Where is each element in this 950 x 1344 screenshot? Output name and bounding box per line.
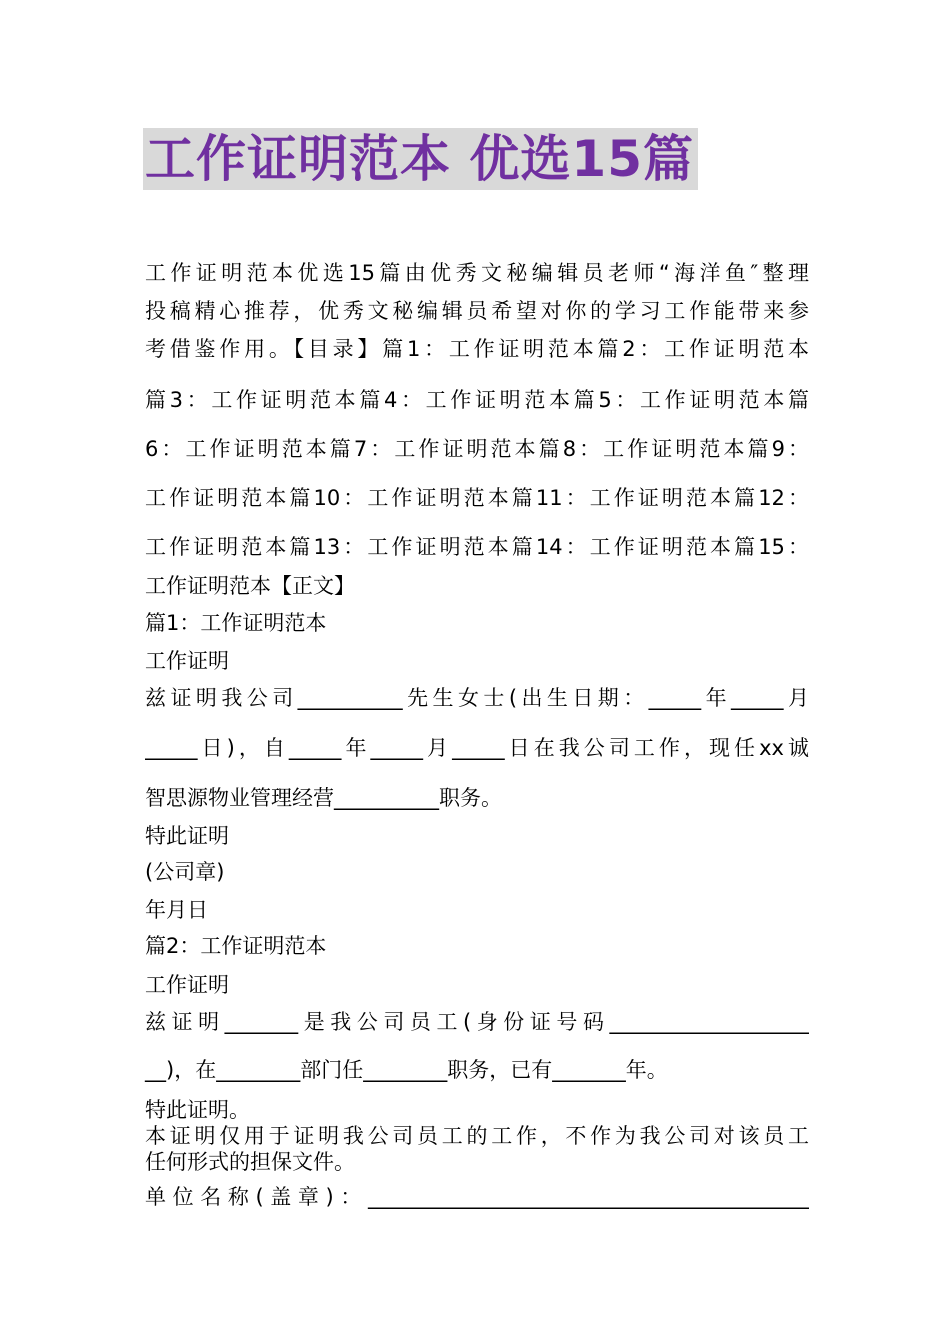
- intro-paragraph: [145, 254, 809, 368]
- article1-body-line: 智思源物业管理经营__________职务。: [145, 786, 502, 810]
- article2-heading: 篇2：工作证明范本: [145, 934, 327, 958]
- article2-note-line: 任何形式的担保文件。: [145, 1150, 355, 1174]
- article2-title: 工作证明: [145, 973, 229, 997]
- article1-heading: 篇1：工作证明范本: [145, 611, 327, 635]
- toc-line: 篇3：工作证明范本篇4：工作证明范本篇5：工作证明范本篇: [145, 388, 809, 412]
- article1-title: 工作证明: [145, 649, 229, 673]
- toc-line: 工作证明范本篇10：工作证明范本篇11：工作证明范本篇12：: [145, 486, 809, 510]
- article1-date: 年月日: [145, 898, 208, 922]
- toc-end: 工作证明范本【正文】: [145, 574, 355, 598]
- toc-line: 6：工作证明范本篇7：工作证明范本篇8：工作证明范本篇9：: [145, 437, 809, 461]
- intro-line: 投稿精心推荐，优秀文秘编辑员希望对你的学习工作能带来参: [145, 299, 809, 323]
- document-title: 工作证明范本 优选15篇: [143, 128, 698, 190]
- article1-body-line: 兹证明我公司__________先生女士(出生日期：_____年_____月: [145, 686, 809, 710]
- article1-body-line: _____日)，自_____年_____月_____日在我公司工作，现任xx诚: [145, 736, 809, 760]
- table-of-contents: [145, 376, 809, 572]
- toc-line: 工作证明范本篇13：工作证明范本篇14：工作证明范本篇15：: [145, 535, 809, 559]
- article1-seal: (公司章): [145, 860, 225, 884]
- intro-line: 考借鉴作用。【目录】篇1：工作证明范本篇2：工作证明范本: [145, 337, 809, 361]
- article2-body-line: __)，在________部门任________职务，已有_______年。: [145, 1058, 668, 1082]
- article1-closing: 特此证明: [145, 824, 229, 848]
- article2-closing: 特此证明。: [145, 1098, 250, 1122]
- article2-body-line: 兹证明_______是我公司员工(身份证号码___________________: [145, 1010, 809, 1034]
- intro-line: 工作证明范本优选15篇由优秀文秘编辑员老师“海洋鱼″整理: [145, 261, 809, 285]
- article2-note-line: 本证明仅用于证明我公司员工的工作，不作为我公司对该员工: [145, 1124, 809, 1148]
- article2-unit-name: 单位名称(盖章)：__________________________________________: [145, 1185, 809, 1209]
